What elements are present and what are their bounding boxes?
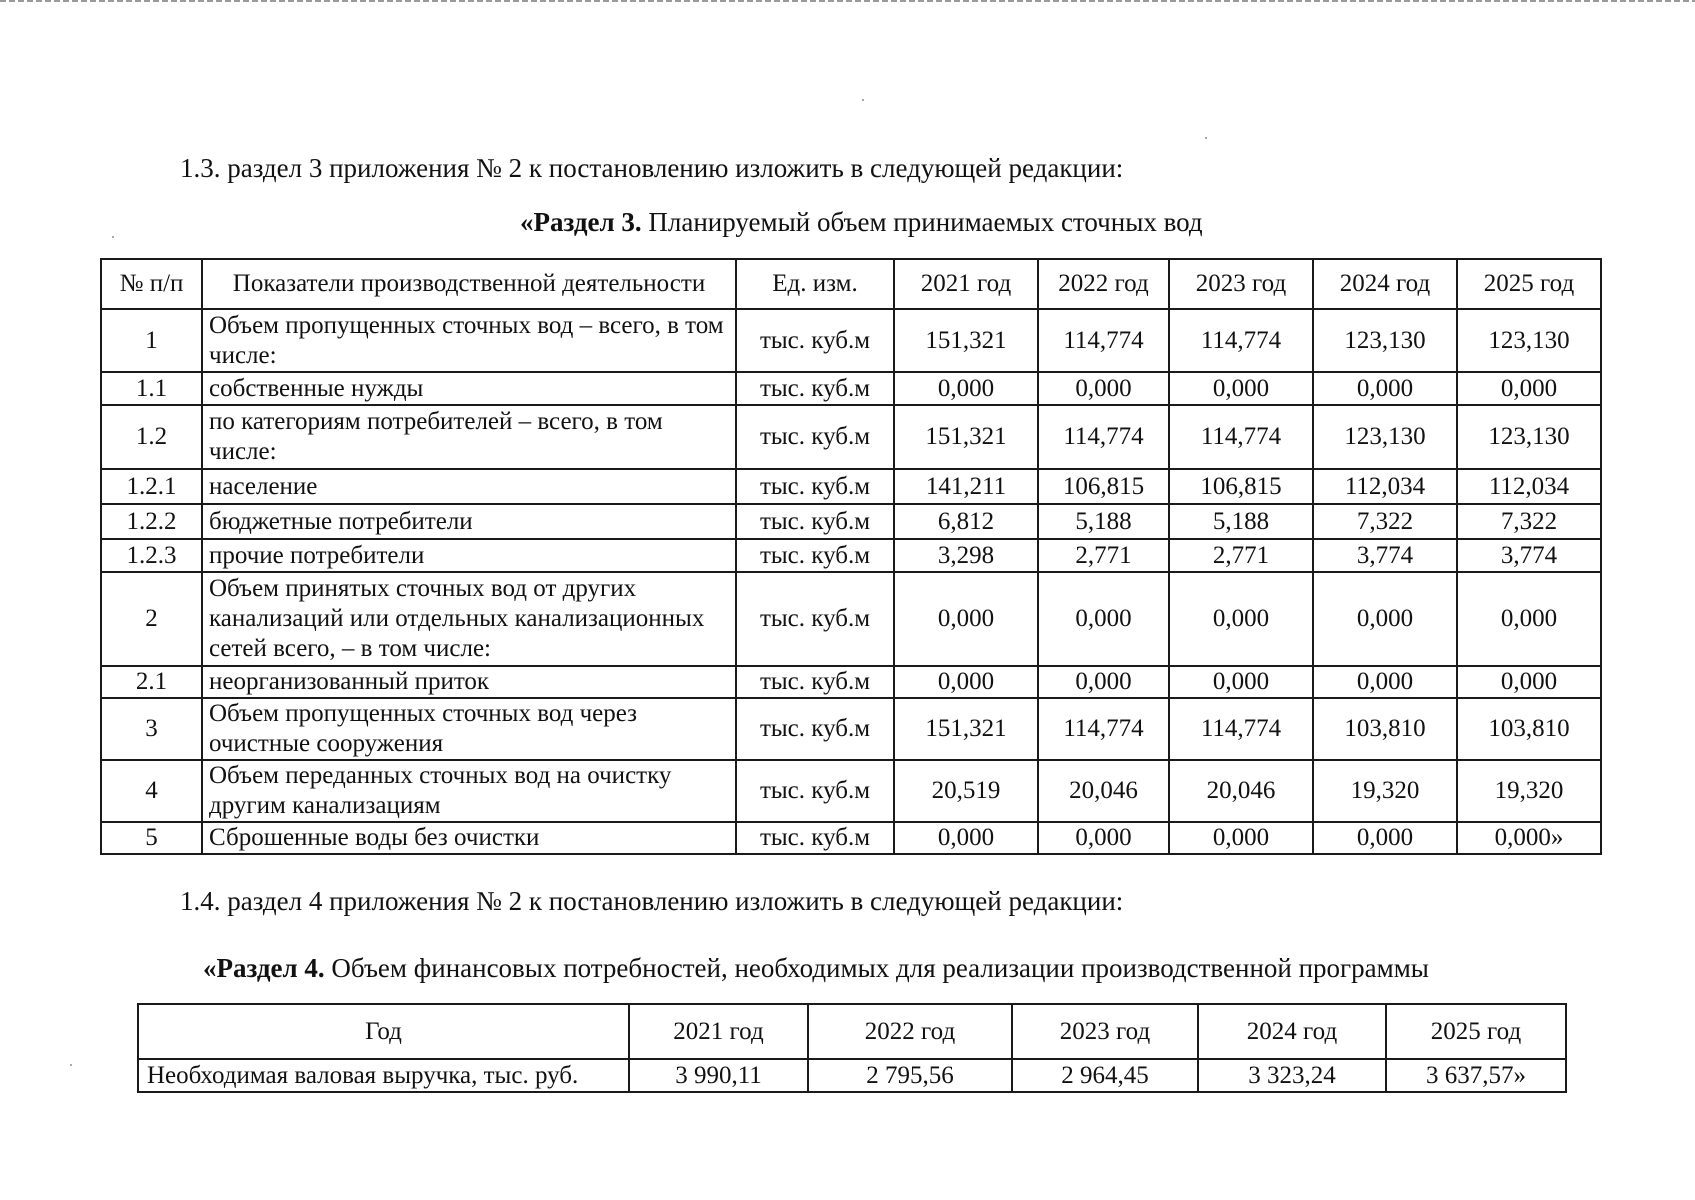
value-2022: 20,046 [1038, 760, 1169, 822]
header-cell: Показатели производственной деятельности [202, 259, 736, 309]
value-2021: 3 990,11 [629, 1059, 808, 1092]
section-4-heading-label: «Раздел 4. [203, 953, 325, 983]
header-cell: 2024 год [1313, 259, 1457, 309]
value-2024: 123,130 [1313, 405, 1457, 469]
value-2023: 0,000 [1169, 572, 1313, 666]
value-2021: 0,000 [894, 572, 1038, 666]
table-row [101, 405, 1601, 469]
header-cell: 2022 год [1038, 259, 1169, 309]
paragraph-1-4: 1.4. раздел 4 приложения № 2 к постановлению изложить в следующей редакции: [180, 886, 1124, 916]
header-cell: 2024 год [1198, 1004, 1386, 1059]
value-2023: 2,771 [1169, 539, 1313, 572]
table-row [138, 1059, 1566, 1092]
unit: тыс. куб.м [736, 698, 894, 760]
table-row [101, 666, 1601, 698]
value-2024: 7,322 [1313, 504, 1457, 539]
unit: тыс. куб.м [736, 405, 894, 469]
header-cell: Ед. изм. [736, 259, 894, 309]
value-2022: 106,815 [1038, 469, 1169, 504]
row-number: 2.1 [101, 666, 202, 698]
value-2021: 141,211 [894, 469, 1038, 504]
value-2022: 0,000 [1038, 372, 1169, 405]
value-2023: 0,000 [1169, 822, 1313, 854]
value-2022: 0,000 [1038, 572, 1169, 666]
row-number: 1.2.3 [101, 539, 202, 572]
indicator-name: население [202, 469, 736, 504]
unit: тыс. куб.м [736, 539, 894, 572]
value-2025: 0,000» [1457, 822, 1601, 854]
unit: тыс. куб.м [736, 469, 894, 504]
value-2023: 0,000 [1169, 372, 1313, 405]
table-row [101, 539, 1601, 572]
row-number: 1.2.1 [101, 469, 202, 504]
row-number: 2 [101, 572, 202, 666]
value-2023: 0,000 [1169, 666, 1313, 698]
value-2021: 0,000 [894, 822, 1038, 854]
paragraph-1-3: 1.3. раздел 3 приложения № 2 к постановлению изложить в следующей редакции: [180, 153, 1124, 183]
value-2025: 3,774 [1457, 539, 1601, 572]
value-2024: 123,130 [1313, 309, 1457, 372]
value-2024: 103,810 [1313, 698, 1457, 760]
scan-speck [1205, 137, 1207, 139]
indicator-name: по категориям потребителей – всего, в том числе: [202, 405, 736, 469]
indicator-name: Объем пропущенных сточных вод – всего, в том числе: [202, 309, 736, 372]
header-cell: 2023 год [1169, 259, 1313, 309]
header-cell: 2022 год [808, 1004, 1012, 1059]
value-2022: 0,000 [1038, 822, 1169, 854]
value-2021: 6,812 [894, 504, 1038, 539]
scan-edge-artifact [0, 0, 1695, 2]
unit: тыс. куб.м [736, 372, 894, 405]
header-cell: 2021 год [894, 259, 1038, 309]
value-2021: 20,519 [894, 760, 1038, 822]
table-section-4 [137, 1003, 1567, 1093]
indicator-name: Объем пропущенных сточных вод через очистные сооружения [202, 698, 736, 760]
table-section-3 [100, 258, 1602, 855]
indicator-name: Необходимая валовая выручка, тыс. руб. [138, 1059, 629, 1092]
header-cell: Год [138, 1004, 629, 1059]
value-2022: 114,774 [1038, 698, 1169, 760]
value-2025: 123,130 [1457, 309, 1601, 372]
value-2025: 0,000 [1457, 572, 1601, 666]
indicator-name: собственные нужды [202, 372, 736, 405]
section-4-heading-title: Объем финансовых потребностей, необходимых для реализации производственной программы [324, 953, 1429, 983]
table-row [101, 760, 1601, 822]
table-row [101, 469, 1601, 504]
value-2025: 3 637,57» [1386, 1059, 1566, 1092]
value-2024: 3 323,24 [1198, 1059, 1386, 1092]
value-2025: 112,034 [1457, 469, 1601, 504]
value-2023: 114,774 [1169, 698, 1313, 760]
value-2025: 0,000 [1457, 372, 1601, 405]
value-2024: 0,000 [1313, 572, 1457, 666]
value-2021: 0,000 [894, 666, 1038, 698]
value-2025: 7,322 [1457, 504, 1601, 539]
value-2023: 20,046 [1169, 760, 1313, 822]
header-cell: 2025 год [1386, 1004, 1566, 1059]
scan-speck [112, 236, 114, 238]
value-2021: 3,298 [894, 539, 1038, 572]
unit: тыс. куб.м [736, 666, 894, 698]
unit: тыс. куб.м [736, 309, 894, 372]
row-number: 3 [101, 698, 202, 760]
row-number: 1.1 [101, 372, 202, 405]
row-number: 4 [101, 760, 202, 822]
value-2023: 2 964,45 [1012, 1059, 1198, 1092]
header-cell: 2025 год [1457, 259, 1601, 309]
value-2022: 0,000 [1038, 666, 1169, 698]
header-cell: 2023 год [1012, 1004, 1198, 1059]
indicator-name: Объем переданных сточных вод на очистку другим канализациям [202, 760, 736, 822]
value-2024: 0,000 [1313, 666, 1457, 698]
row-number: 5 [101, 822, 202, 854]
value-2022: 114,774 [1038, 309, 1169, 372]
row-number: 1.2.2 [101, 504, 202, 539]
scan-speck [70, 1064, 72, 1066]
indicator-name: Объем принятых сточных вод от других канализаций или отдельных канализационных сетей всего, – в том числе: [202, 572, 736, 666]
value-2024: 19,320 [1313, 760, 1457, 822]
value-2021: 151,321 [894, 309, 1038, 372]
indicator-name: бюджетные потребители [202, 504, 736, 539]
value-2024: 0,000 [1313, 372, 1457, 405]
value-2025: 19,320 [1457, 760, 1601, 822]
table-header-row [138, 1004, 1566, 1059]
section-4-heading [203, 952, 1429, 984]
table-row [101, 504, 1601, 539]
row-number: 1 [101, 309, 202, 372]
value-2023: 114,774 [1169, 309, 1313, 372]
value-2022: 2,771 [1038, 539, 1169, 572]
value-2023: 114,774 [1169, 405, 1313, 469]
value-2021: 0,000 [894, 372, 1038, 405]
value-2025: 123,130 [1457, 405, 1601, 469]
value-2022: 5,188 [1038, 504, 1169, 539]
unit: тыс. куб.м [736, 760, 894, 822]
section-3-heading-title: Планируемый объем принимаемых сточных вод [641, 207, 1203, 237]
value-2023: 5,188 [1169, 504, 1313, 539]
row-number: 1.2 [101, 405, 202, 469]
table-row [101, 822, 1601, 854]
value-2024: 0,000 [1313, 822, 1457, 854]
value-2022: 2 795,56 [808, 1059, 1012, 1092]
table-row [101, 309, 1601, 372]
section-3-heading-label: «Раздел 3. [520, 207, 642, 237]
header-cell: 2021 год [629, 1004, 808, 1059]
table-header-row [101, 259, 1601, 309]
table-row [101, 372, 1601, 405]
indicator-name: неорганизованный приток [202, 666, 736, 698]
table-row [101, 698, 1601, 760]
indicator-name: Сброшенные воды без очистки [202, 822, 736, 854]
value-2024: 3,774 [1313, 539, 1457, 572]
value-2021: 151,321 [894, 405, 1038, 469]
table-row [101, 572, 1601, 666]
value-2024: 112,034 [1313, 469, 1457, 504]
value-2022: 114,774 [1038, 405, 1169, 469]
unit: тыс. куб.м [736, 504, 894, 539]
section-3-heading [520, 206, 1203, 238]
header-cell: № п/п [101, 259, 202, 309]
indicator-name: прочие потребители [202, 539, 736, 572]
unit: тыс. куб.м [736, 822, 894, 854]
value-2025: 0,000 [1457, 666, 1601, 698]
value-2023: 106,815 [1169, 469, 1313, 504]
value-2021: 151,321 [894, 698, 1038, 760]
scan-speck [862, 99, 864, 101]
unit: тыс. куб.м [736, 572, 894, 666]
value-2025: 103,810 [1457, 698, 1601, 760]
